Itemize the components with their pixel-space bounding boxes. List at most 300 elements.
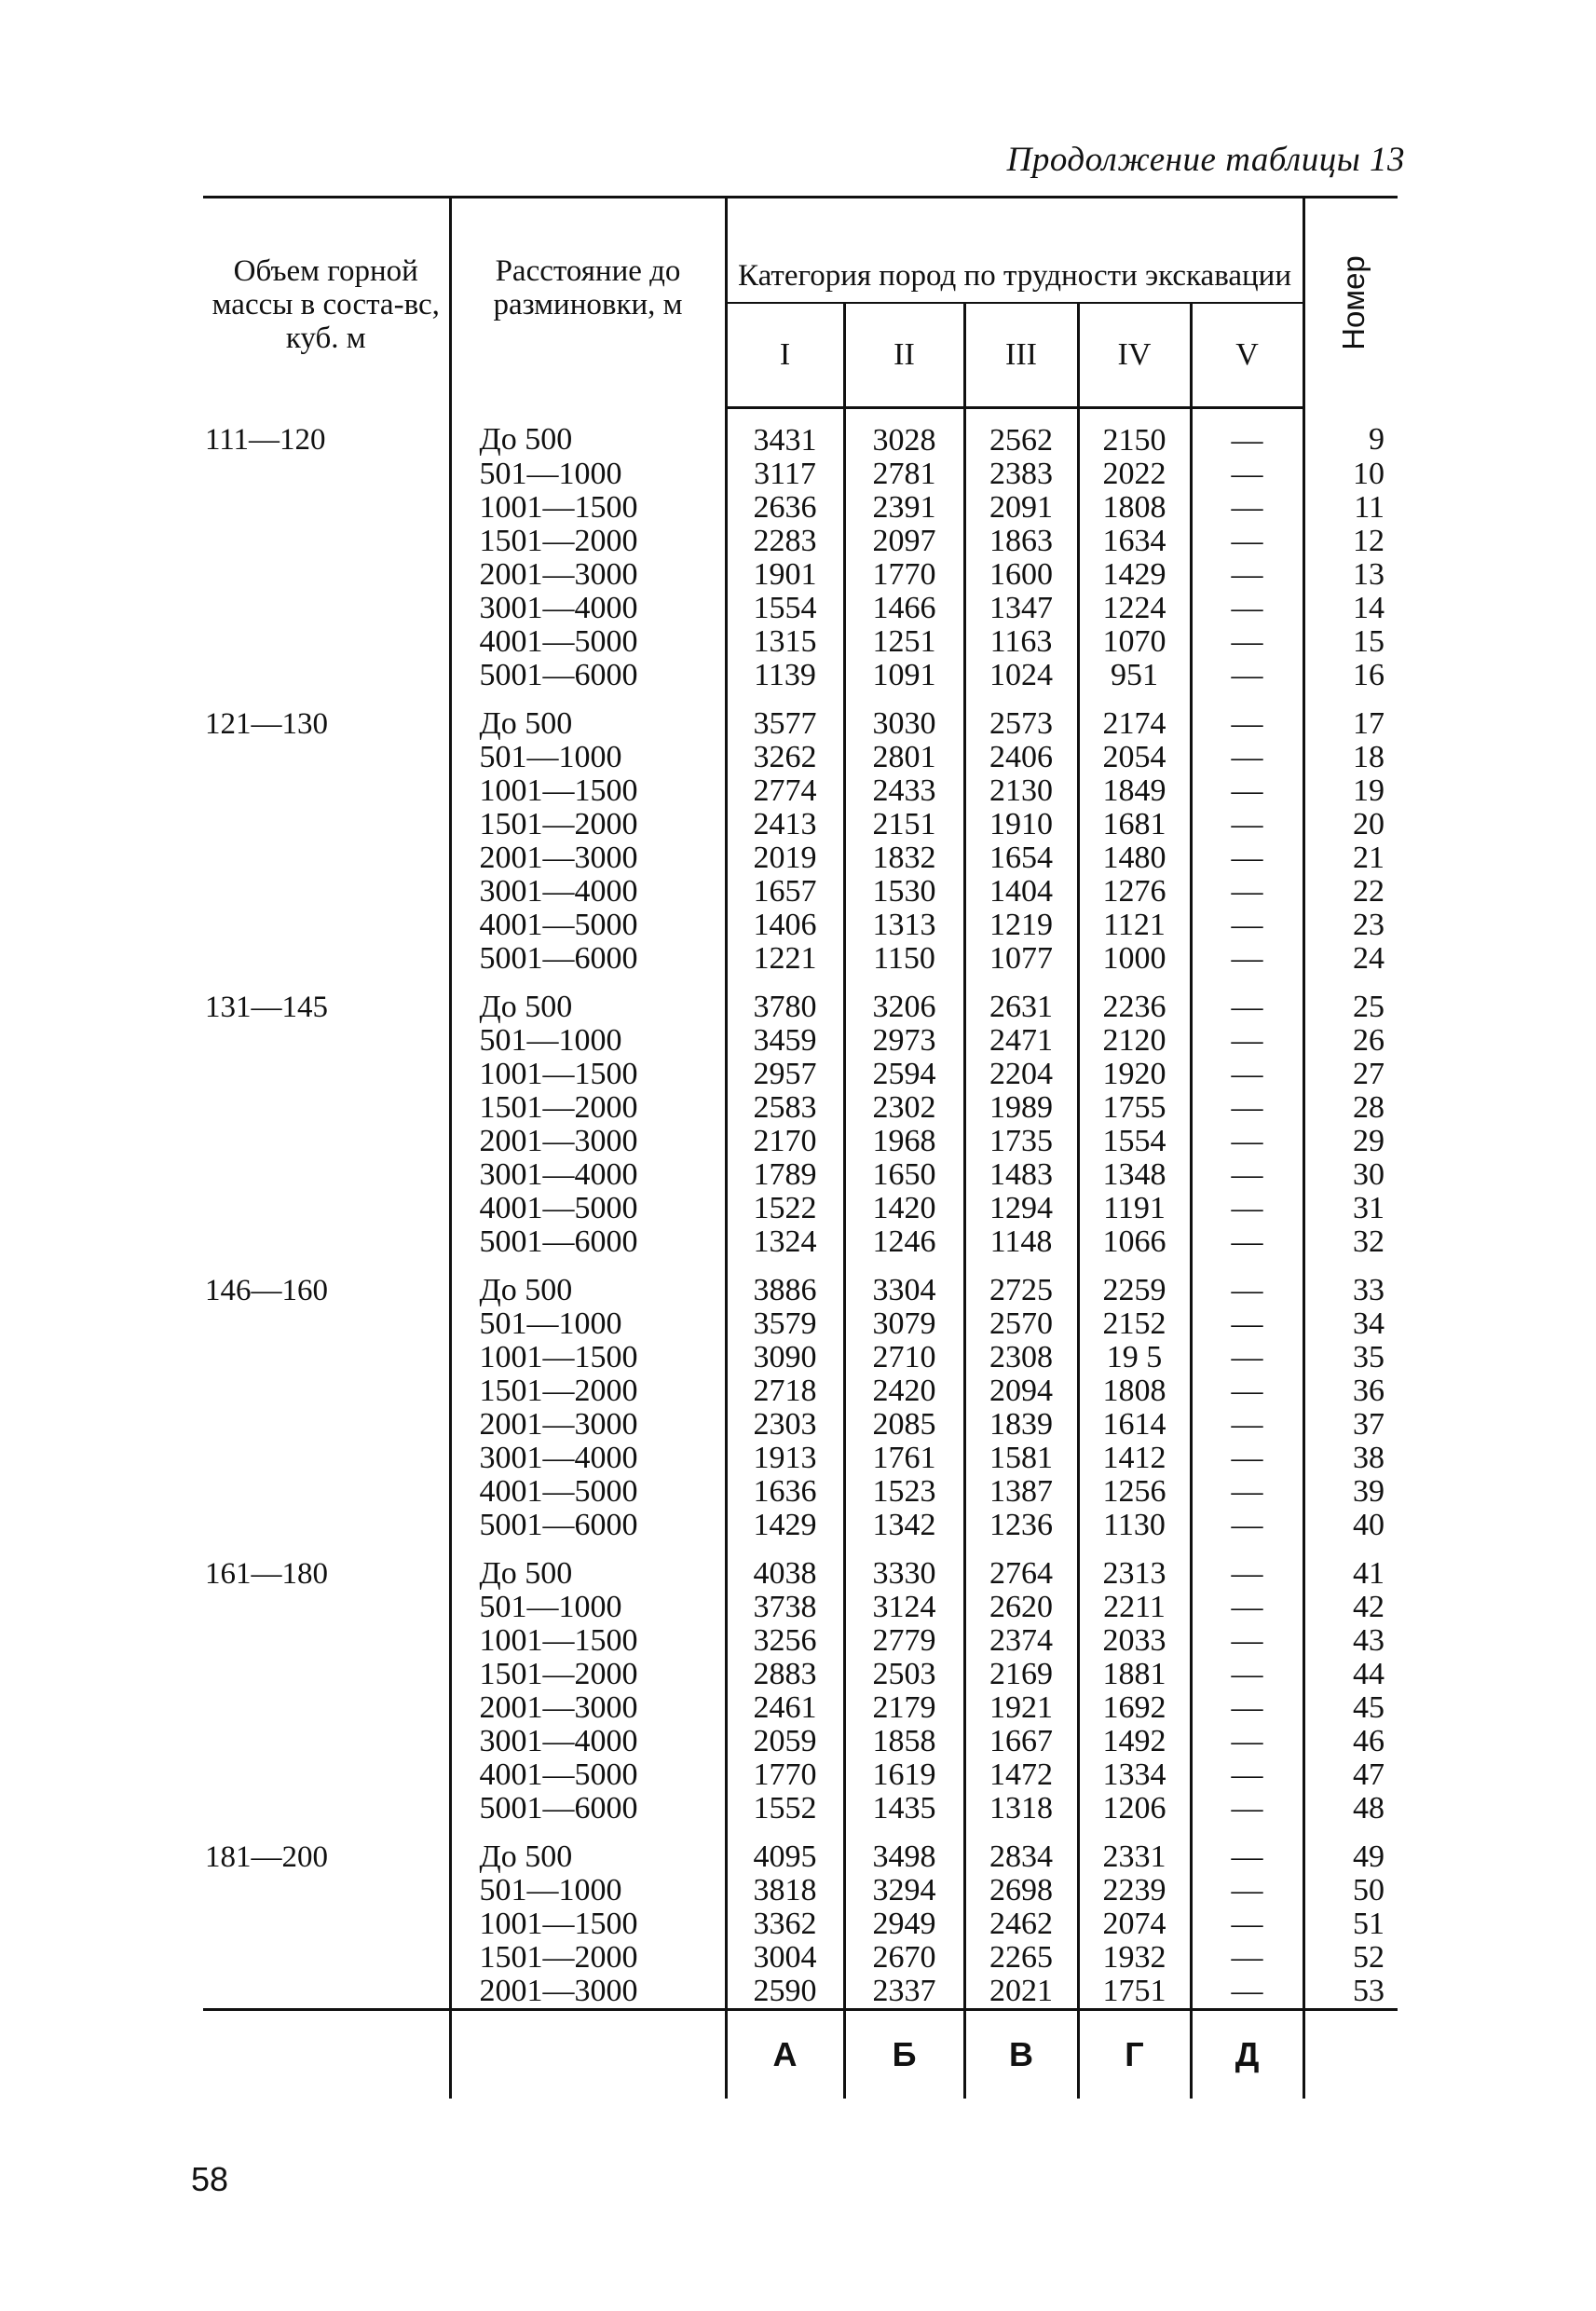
category-5-value: — [1191,1792,1303,1826]
volume-range [203,491,450,525]
category-1-value: 3431 [753,423,817,458]
category-4-value: 1492 [1078,1725,1191,1758]
row-number: 37 [1303,1408,1398,1442]
distance-cell: 5001—6000 [450,1792,726,1826]
category-3-value: 1910 [964,808,1078,841]
row-number: 42 [1303,1591,1398,1624]
distance-cell: 5001—6000 [450,1509,726,1542]
category-5-value: — [1191,1058,1303,1091]
category-1-value: 1315 [753,624,817,659]
category-2-value: 2420 [844,1374,964,1408]
category-3-value: 1581 [964,1442,1078,1475]
volume-range: 146—160 [205,1274,328,1307]
category-1-value: 3090 [753,1340,817,1374]
category-5-value: — [1191,1408,1303,1442]
category-5-value: — [1191,1941,1303,1975]
category-4-value: 1634 [1078,525,1191,558]
distance-cell: 3001—4000 [450,1442,726,1475]
category-2-value: 1619 [844,1758,964,1792]
category-2-value: 3330 [844,1542,964,1591]
header-category-1: I [726,303,844,408]
table-row [203,458,1398,491]
category-4-value: 2211 [1078,1591,1191,1624]
row-number: 47 [1303,1758,1398,1792]
category-2-value: 1761 [844,1442,964,1475]
category-4-value: 1755 [1078,1091,1191,1125]
table-row [203,1341,1398,1374]
category-4-value: 1881 [1078,1658,1191,1691]
category-1-value: 3577 [753,706,817,741]
category-1-value: 2636 [753,490,817,525]
volume-range [203,1091,450,1125]
category-1-value: 1522 [753,1191,817,1225]
category-5-value: — [1191,1307,1303,1341]
distance-cell: 2001—3000 [450,1408,726,1442]
distance-cell: До 500 [450,1542,726,1591]
category-2-value: 1770 [844,558,964,592]
category-4-value: 1000 [1078,942,1191,976]
category-3-value: 2620 [964,1591,1078,1624]
category-2-value: 2151 [844,808,964,841]
category-1-value: 1429 [753,1508,817,1542]
category-5-value: — [1191,1975,1303,2010]
distance-cell: 1501—2000 [450,1091,726,1125]
category-2-value: 1342 [844,1509,964,1542]
category-1-value: 2413 [753,807,817,841]
category-2-value: 1246 [844,1225,964,1259]
row-number: 33 [1303,1259,1398,1307]
category-1-value: 2590 [753,1974,817,2008]
category-1-value: 3579 [753,1306,817,1341]
footer-empty-volume [203,2010,450,2099]
category-2-value: 1150 [844,942,964,976]
row-number: 26 [1303,1024,1398,1058]
category-2-value: 1530 [844,875,964,909]
category-1-value: 1913 [753,1441,817,1475]
table-row [203,1908,1398,1941]
category-1-value: 2019 [753,841,817,875]
table-row [203,1307,1398,1341]
category-5-value: — [1191,1908,1303,1941]
category-3-value: 1472 [964,1758,1078,1792]
category-5-value: — [1191,1542,1303,1591]
category-3-value: 2570 [964,1307,1078,1341]
category-2-value: 2949 [844,1908,964,1941]
distance-cell: 1501—2000 [450,1658,726,1691]
category-1-value: 3818 [753,1873,817,1908]
distance-cell: До 500 [450,1259,726,1307]
category-4-value: 1480 [1078,841,1191,875]
table-row [203,942,1398,976]
distance-cell: 1001—1500 [450,774,726,808]
distance-cell: 4001—5000 [450,625,726,659]
header-number [1303,198,1398,408]
category-1-value: 3886 [753,1273,817,1307]
category-3-value: 2406 [964,741,1078,774]
category-1-value: 1770 [753,1757,817,1792]
distance-cell: 1001—1500 [450,1624,726,1658]
category-2-value: 3028 [844,408,964,458]
volume-range [203,1941,450,1975]
distance-cell: 501—1000 [450,1591,726,1624]
row-number: 13 [1303,558,1398,592]
distance-cell: До 500 [450,408,726,458]
category-4-value: 1554 [1078,1125,1191,1158]
category-2-value: 2097 [844,525,964,558]
category-4-value: 2236 [1078,976,1191,1024]
category-3-value: 1219 [964,909,1078,942]
category-4-value: 19 5 [1078,1341,1191,1374]
category-5-value: — [1191,692,1303,741]
row-number: 41 [1303,1542,1398,1591]
table-row [203,808,1398,841]
category-4-value: 2174 [1078,692,1191,741]
row-number: 19 [1303,774,1398,808]
category-5-value: — [1191,1591,1303,1624]
category-4-value: 2120 [1078,1024,1191,1058]
volume-range [203,625,450,659]
row-number: 27 [1303,1058,1398,1091]
table-row [203,1091,1398,1125]
category-1-value: 1901 [753,557,817,592]
category-3-value: 2169 [964,1658,1078,1691]
category-4-value: 2033 [1078,1624,1191,1658]
category-5-value: — [1191,741,1303,774]
category-3-value: 2834 [964,1826,1078,1874]
category-1-value: 2583 [753,1090,817,1125]
row-number: 23 [1303,909,1398,942]
row-number: 11 [1303,491,1398,525]
category-5-value: — [1191,1024,1303,1058]
distance-cell: 4001—5000 [450,1192,726,1225]
volume-range [203,1658,450,1691]
category-1-value: 1657 [753,874,817,909]
category-5-value: — [1191,525,1303,558]
category-5-value: — [1191,1658,1303,1691]
category-3-value: 2631 [964,976,1078,1024]
table-header [203,198,1398,408]
category-5-value: — [1191,909,1303,942]
category-1-value: 1552 [753,1791,817,1826]
distance-cell: 5001—6000 [450,942,726,976]
category-4-value: 1808 [1078,491,1191,525]
distance-cell: 2001—3000 [450,1691,726,1725]
row-number: 43 [1303,1624,1398,1658]
category-3-value: 2374 [964,1624,1078,1658]
category-2-value: 2179 [844,1691,964,1725]
row-number: 49 [1303,1826,1398,1874]
table-row [203,1826,1398,1874]
category-1-value: 1139 [754,658,816,692]
row-number: 20 [1303,808,1398,841]
category-3-value: 2725 [964,1259,1078,1307]
category-4-value: 1751 [1078,1975,1191,2010]
category-4-value: 2239 [1078,1874,1191,1908]
category-1-value: 3256 [753,1623,817,1658]
volume-range: 121—130 [205,707,328,741]
table-row [203,1975,1398,2010]
distance-cell: До 500 [450,976,726,1024]
distance-cell: 501—1000 [450,1024,726,1058]
row-number: 29 [1303,1125,1398,1158]
table-row [203,1691,1398,1725]
distance-cell: 501—1000 [450,1874,726,1908]
category-4-value: 1224 [1078,592,1191,625]
category-5-value: — [1191,1341,1303,1374]
category-4-value: 1920 [1078,1058,1191,1091]
table-row [203,1591,1398,1624]
row-number: 48 [1303,1792,1398,1826]
category-2-value: 1968 [844,1125,964,1158]
category-4-value: 1808 [1078,1374,1191,1408]
category-1-value: 2461 [753,1690,817,1725]
category-1-value: 3780 [753,990,817,1024]
category-3-value: 2698 [964,1874,1078,1908]
volume-range [203,774,450,808]
category-5-value: — [1191,1259,1303,1307]
table-row [203,1125,1398,1158]
row-number: 39 [1303,1475,1398,1509]
distance-cell: 1001—1500 [450,1058,726,1091]
table-row [203,1725,1398,1758]
category-5-value: — [1191,976,1303,1024]
category-3-value: 1236 [964,1509,1078,1542]
category-2-value: 1435 [844,1792,964,1826]
row-number: 40 [1303,1509,1398,1542]
row-number: 53 [1303,1975,1398,2010]
row-number: 28 [1303,1091,1398,1125]
distance-cell: 4001—5000 [450,1475,726,1509]
category-3-value: 1387 [964,1475,1078,1509]
category-5-value: — [1191,408,1303,458]
category-4-value: 1070 [1078,625,1191,659]
category-3-value: 1667 [964,1725,1078,1758]
distance-cell: 3001—4000 [450,592,726,625]
category-3-value: 2383 [964,458,1078,491]
category-4-value: 1348 [1078,1158,1191,1192]
distance-cell: До 500 [450,1826,726,1874]
category-2-value: 2503 [844,1658,964,1691]
category-4-value: 1334 [1078,1758,1191,1792]
distance-cell: 5001—6000 [450,659,726,692]
table-row [203,841,1398,875]
volume-range [203,1908,450,1941]
category-3-value: 2764 [964,1542,1078,1591]
row-number: 50 [1303,1874,1398,1908]
category-4-value: 2074 [1078,1908,1191,1941]
header-distance: Расстояние до разминовки, м [450,198,726,408]
volume-range [203,741,450,774]
footer-letter-g: Г [1078,2010,1191,2099]
category-5-value: — [1191,1475,1303,1509]
volume-range [203,1158,450,1192]
category-3-value: 2471 [964,1024,1078,1058]
category-3-value: 1294 [964,1192,1078,1225]
category-2-value: 2302 [844,1091,964,1125]
table-row [203,1192,1398,1225]
category-2-value: 1650 [844,1158,964,1192]
category-3-value: 2094 [964,1374,1078,1408]
category-3-value: 1921 [964,1691,1078,1725]
distance-cell: 1501—2000 [450,808,726,841]
category-4-value: 951 [1078,659,1191,692]
category-5-value: — [1191,1725,1303,1758]
page-number: 58 [191,2160,229,2198]
volume-range [203,659,450,692]
category-5-value: — [1191,808,1303,841]
distance-cell: 1501—2000 [450,1941,726,1975]
distance-cell: 1001—1500 [450,1341,726,1374]
category-5-value: — [1191,1691,1303,1725]
category-1-value: 2059 [753,1724,817,1758]
table-row [203,525,1398,558]
table-row [203,558,1398,592]
category-2-value: 2779 [844,1624,964,1658]
distance-cell: 2001—3000 [450,1125,726,1158]
distance-cell: 1001—1500 [450,1908,726,1941]
category-4-value: 1614 [1078,1408,1191,1442]
volume-range [203,1192,450,1225]
row-number: 38 [1303,1442,1398,1475]
volume-range: 131—145 [205,991,328,1024]
table-row [203,1058,1398,1091]
category-4-value: 2150 [1078,408,1191,458]
category-1-value: 1406 [753,908,817,942]
footer-empty-number [1303,2010,1398,2099]
category-2-value: 2594 [844,1058,964,1091]
category-5-value: — [1191,1442,1303,1475]
category-2-value: 1313 [844,909,964,942]
table-row [203,1624,1398,1658]
volume-range [203,1408,450,1442]
volume-range [203,841,450,875]
volume-range [203,1725,450,1758]
category-3-value: 1148 [964,1225,1078,1259]
category-2-value: 2710 [844,1341,964,1374]
distance-cell: 1001—1500 [450,491,726,525]
volume-range [203,1341,450,1374]
category-4-value: 1066 [1078,1225,1191,1259]
category-4-value: 1121 [1078,909,1191,942]
category-4-value: 1276 [1078,875,1191,909]
category-3-value: 1863 [964,525,1078,558]
category-1-value: 3738 [753,1590,817,1624]
distance-cell: До 500 [450,692,726,741]
category-5-value: — [1191,458,1303,491]
table-row [203,1658,1398,1691]
category-2-value: 1832 [844,841,964,875]
volume-range [203,1058,450,1091]
category-2-value: 2781 [844,458,964,491]
category-1-value: 4038 [753,1556,817,1591]
category-3-value: 1347 [964,592,1078,625]
table-row [203,1374,1398,1408]
category-3-value: 1654 [964,841,1078,875]
category-1-value: 1221 [753,941,817,976]
header-category-4: IV [1078,303,1191,408]
category-4-value: 2313 [1078,1542,1191,1591]
table-row [203,408,1398,458]
footer-empty-distance [450,2010,726,2099]
row-number: 30 [1303,1158,1398,1192]
category-4-value: 1692 [1078,1691,1191,1725]
row-number: 46 [1303,1725,1398,1758]
category-3-value: 1318 [964,1792,1078,1826]
category-2-value: 2085 [844,1408,964,1442]
category-1-value: 2283 [753,524,817,558]
category-1-value: 2883 [753,1657,817,1691]
row-number: 52 [1303,1941,1398,1975]
category-5-value: — [1191,491,1303,525]
row-number: 16 [1303,659,1398,692]
category-2-value: 2433 [844,774,964,808]
row-number: 18 [1303,741,1398,774]
category-5-value: — [1191,942,1303,976]
category-3-value: 2091 [964,491,1078,525]
row-number: 22 [1303,875,1398,909]
category-5-value: — [1191,592,1303,625]
row-number: 34 [1303,1307,1398,1341]
volume-range [203,525,450,558]
category-1-value: 3262 [753,740,817,774]
row-number: 21 [1303,841,1398,875]
footer-letter-a: А [726,2010,844,2099]
volume-range [203,1475,450,1509]
category-1-value: 2303 [753,1407,817,1442]
distance-cell: 5001—6000 [450,1225,726,1259]
distance-cell: 501—1000 [450,1307,726,1341]
volume-range [203,909,450,942]
category-3-value: 1483 [964,1158,1078,1192]
table-row [203,1542,1398,1591]
distance-cell: 2001—3000 [450,558,726,592]
category-3-value: 1839 [964,1408,1078,1442]
footer-letter-d: Д [1191,2010,1303,2099]
table-row [203,875,1398,909]
category-3-value: 2130 [964,774,1078,808]
header-category-2: II [844,303,964,408]
category-2-value: 2337 [844,1975,964,2010]
table-row [203,1941,1398,1975]
row-number: 14 [1303,592,1398,625]
volume-range [203,808,450,841]
table-row [203,592,1398,625]
category-4-value: 2054 [1078,741,1191,774]
category-1-value: 1789 [753,1157,817,1192]
category-4-value: 1256 [1078,1475,1191,1509]
category-1-value: 4095 [753,1839,817,1874]
volume-range: 181—200 [205,1840,328,1874]
category-2-value: 1091 [844,659,964,692]
category-5-value: — [1191,1125,1303,1158]
category-3-value: 2265 [964,1941,1078,1975]
table-row [203,1509,1398,1542]
volume-range [203,942,450,976]
category-2-value: 2670 [844,1941,964,1975]
category-2-value: 2391 [844,491,964,525]
data-table [203,196,1398,2099]
category-4-value: 2331 [1078,1826,1191,1874]
category-1-value: 2957 [753,1057,817,1091]
category-3-value: 2562 [964,408,1078,458]
volume-range [203,1509,450,1542]
category-2-value: 1523 [844,1475,964,1509]
table-row [203,659,1398,692]
table-caption: Продолжение таблицы 13 [1006,141,1405,179]
table-row [203,741,1398,774]
category-3-value: 1024 [964,659,1078,692]
category-4-value: 1130 [1078,1509,1191,1542]
